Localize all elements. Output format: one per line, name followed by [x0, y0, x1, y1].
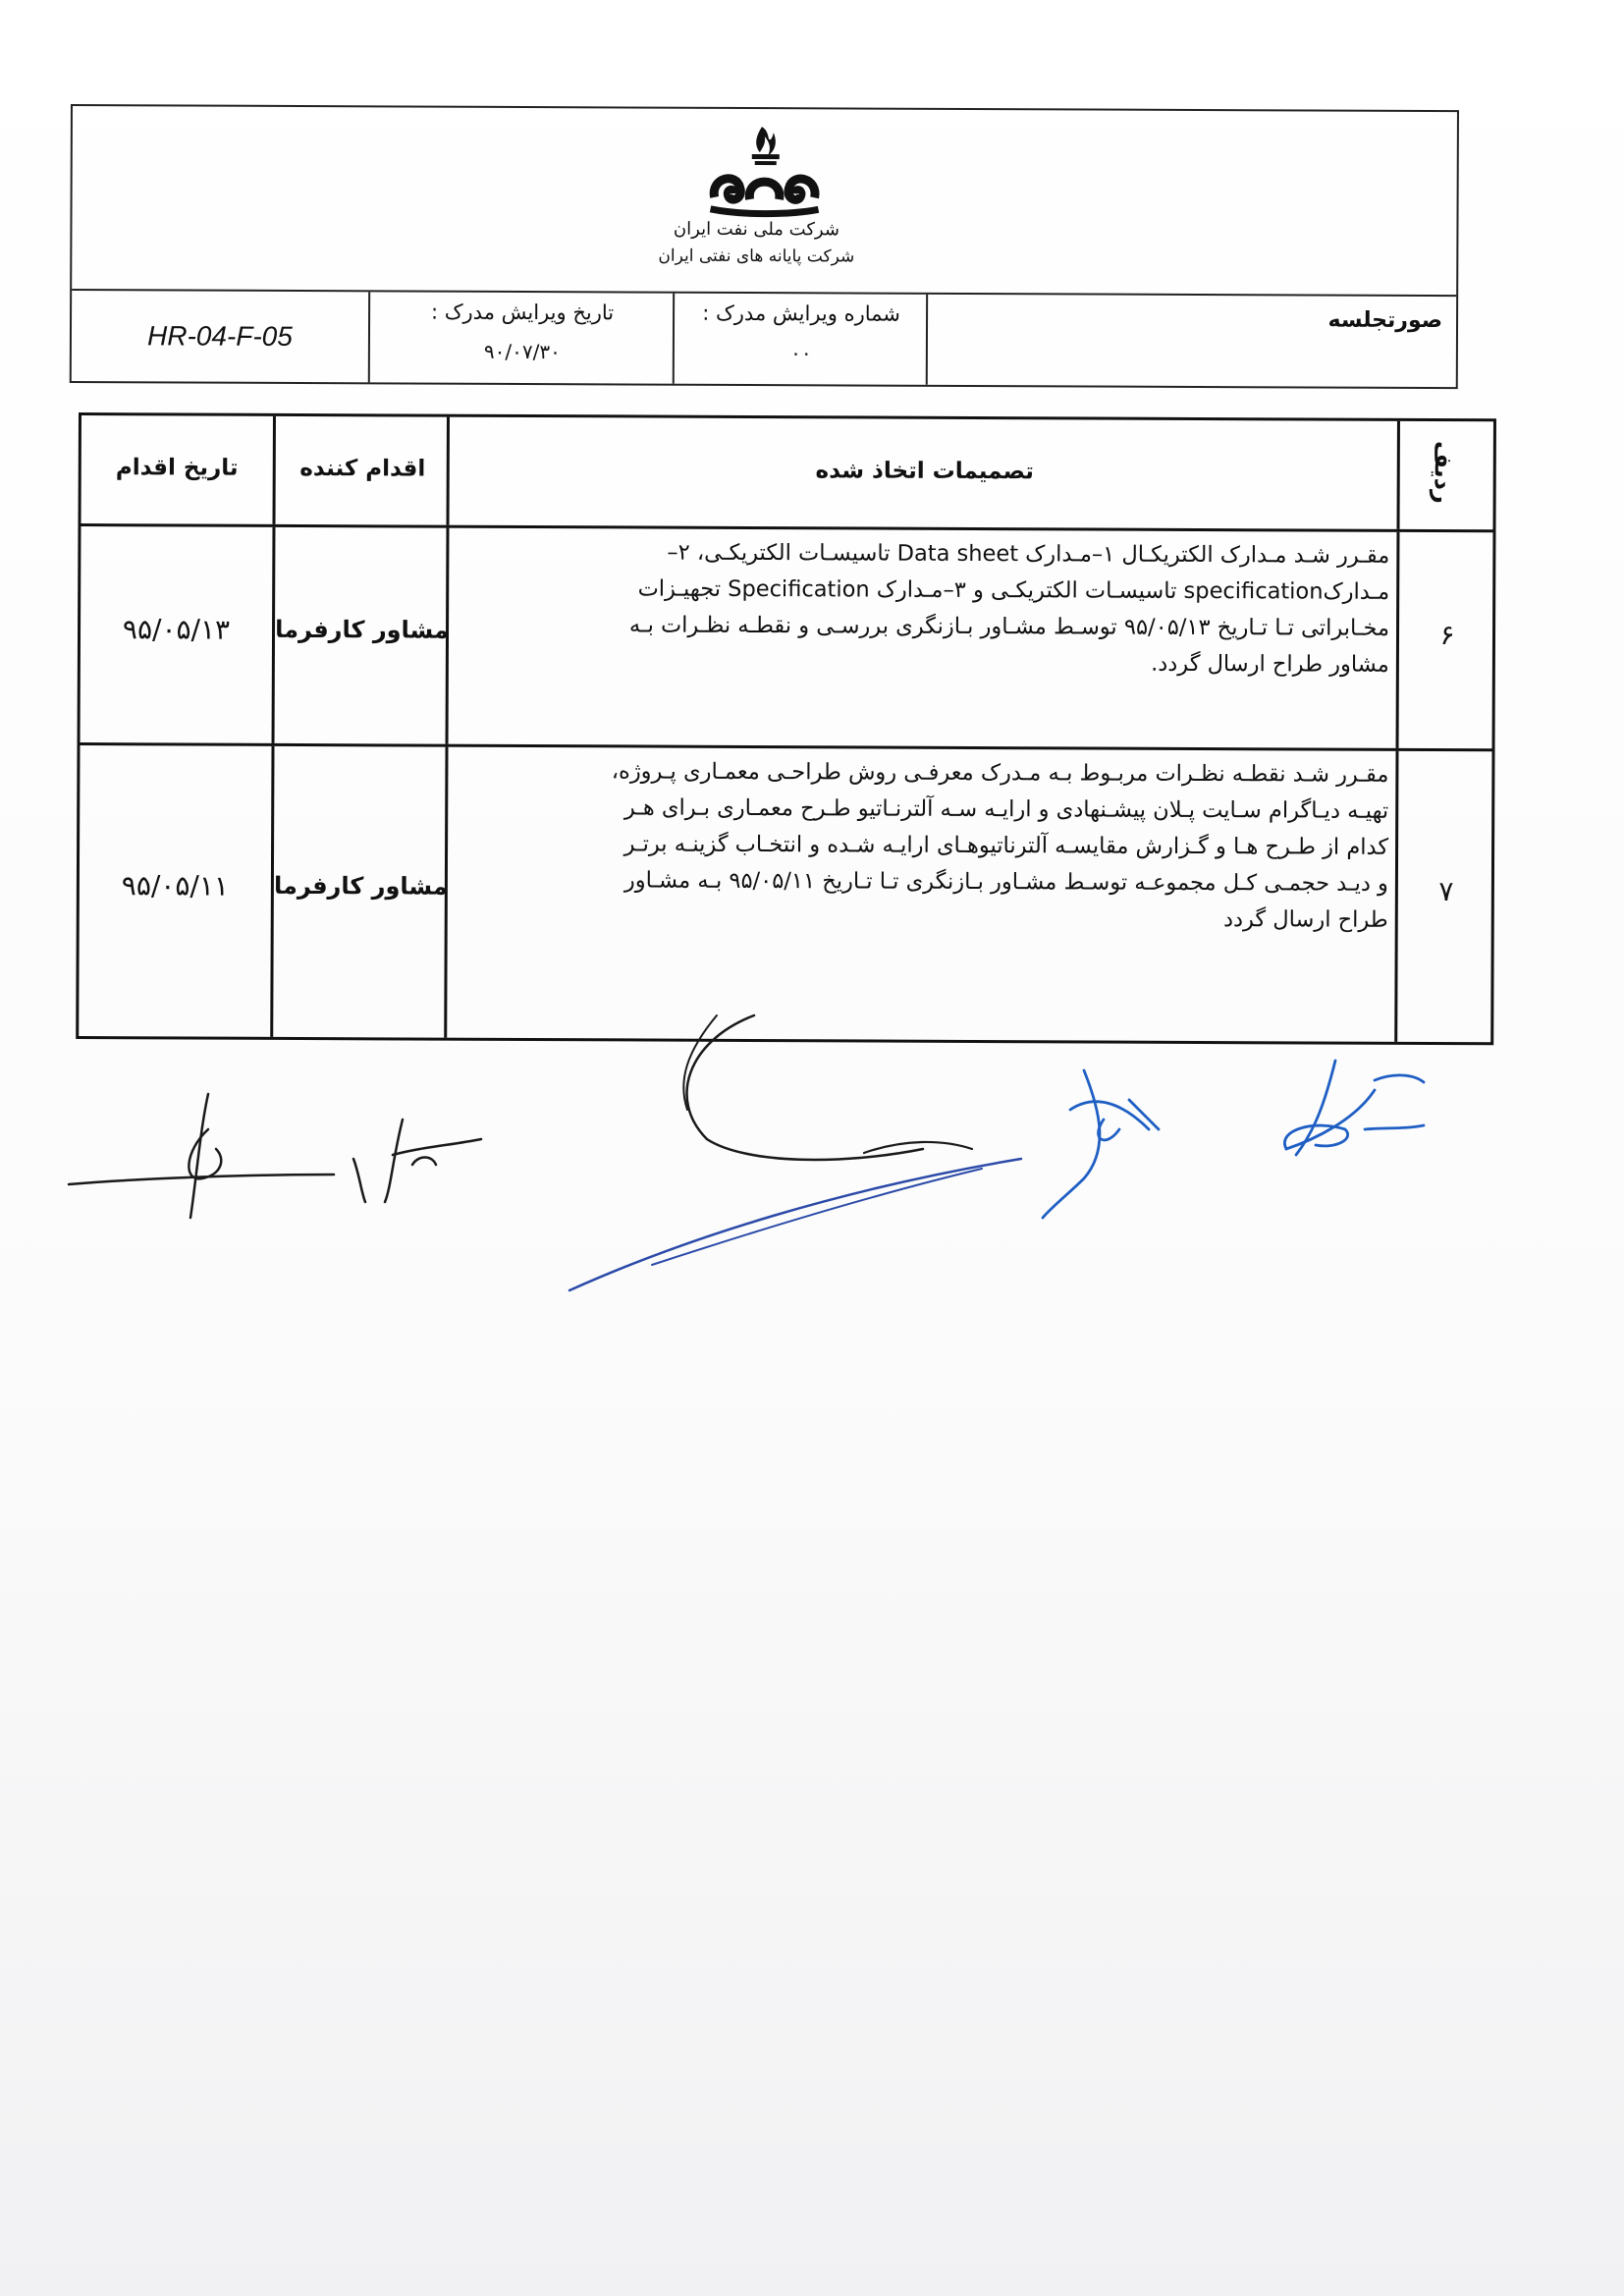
document-title: صورتجلسه — [1327, 307, 1443, 334]
action-date-cell — [81, 526, 273, 743]
revision-date-label: تاریخ ویرایش مدرک : — [430, 300, 615, 325]
document-header — [70, 104, 1459, 389]
document-meta-row — [72, 291, 1456, 387]
revision-number-label: شماره ویرایش مدرک : — [702, 301, 900, 326]
table-row — [81, 526, 1493, 751]
logo-area — [72, 106, 1457, 297]
row-number-header: ردیف — [1429, 441, 1457, 504]
revision-number-value: ۰۰ — [790, 341, 812, 365]
decisions-header-cell — [447, 417, 1400, 529]
decision-line: طراح ارسال گردد — [1222, 906, 1388, 933]
revision-number-cell — [673, 294, 928, 385]
decision-line: مقـرر شـد مـدارک الکتریکـال ۱–مـدارک Data sheet تاسیسـات الکتریکـی، ۲– — [667, 539, 1390, 569]
row-number-cell — [1394, 751, 1494, 1042]
action-date-header: تاریخ اقدام — [115, 455, 239, 481]
actor-header-cell — [273, 416, 450, 525]
decision-line: مقـرر شـد نقطـه نظـرات مربـوط بـه مـدرک معرفـی روش طراحـی معمـاری پـروژه، — [611, 758, 1389, 788]
decision-cell — [444, 747, 1398, 1042]
table-row — [79, 745, 1491, 1042]
decisions-table — [76, 412, 1496, 1045]
row-number-cell — [1396, 532, 1496, 748]
row-number-header-cell — [1396, 421, 1495, 529]
decision-line: تهیـه دیـاگرام سـایت پـلان پیشـنهادی و ارایـه سـه آلترنـاتیو طـرح معمـاری بـرای هـر — [623, 794, 1389, 824]
revision-date-cell — [368, 292, 675, 383]
decision-line: مخـابراتی تـا تـاریخ ۹۵/۰۵/۱۳ توسـط مشـاور بـازنگری بررسـی و نقطـه نظـرات بـه — [628, 612, 1390, 641]
subsidiary-name: شرکت پایانه های نفتی ایران — [658, 246, 855, 267]
action-date-cell — [79, 745, 271, 1037]
decision-text — [461, 753, 1389, 939]
nioc-logo-icon — [700, 119, 828, 228]
decision-line: و دیـد حجمـی کـل مجموعـه توسـط مشـاور بـازنگری تـا تـاریخ ۹۵/۰۵/۱۱ بـه مشـاور — [623, 867, 1388, 897]
revision-date-value: ۹۰/۰۷/۳۰ — [483, 339, 561, 364]
table-header-row — [81, 415, 1492, 532]
decision-line: مشاور طراح ارسال گردد. — [1151, 650, 1389, 678]
row-number: ۷ — [1438, 875, 1454, 908]
decision-line: مـدارکspecification تاسیسـات الکتریکـی و ۳–مـدارک Specification تجهیـزات — [637, 575, 1390, 605]
actor: مشاور کارفرما — [273, 871, 448, 901]
decision-line: کدام از طـرح هـا و گـزارش مقایسـه آلترناتیوهـای ارایـه شـده و انتخـاب گزینـه برتـر — [623, 831, 1389, 860]
action-date: ۹۵/۰۵/۱۳ — [122, 613, 231, 646]
decision-text — [462, 534, 1390, 683]
decision-cell — [446, 528, 1400, 748]
form-code: HR-04-F-05 — [146, 320, 293, 352]
actor: مشاور کارفرما — [275, 615, 449, 644]
actor-header: اقدام کننده — [299, 455, 426, 482]
row-number: ۶ — [1439, 619, 1455, 652]
form-code-cell — [72, 291, 368, 382]
document-title-cell — [926, 295, 1458, 387]
decisions-header: تصمیمات اتخاذ شده — [815, 458, 1034, 485]
actor-cell — [270, 746, 448, 1038]
company-name: شرکت ملی نفت ایران — [673, 218, 839, 241]
action-date-header-cell — [81, 415, 273, 524]
action-date: ۹۵/۰۵/۱۱ — [121, 869, 230, 902]
actor-cell — [272, 527, 450, 744]
